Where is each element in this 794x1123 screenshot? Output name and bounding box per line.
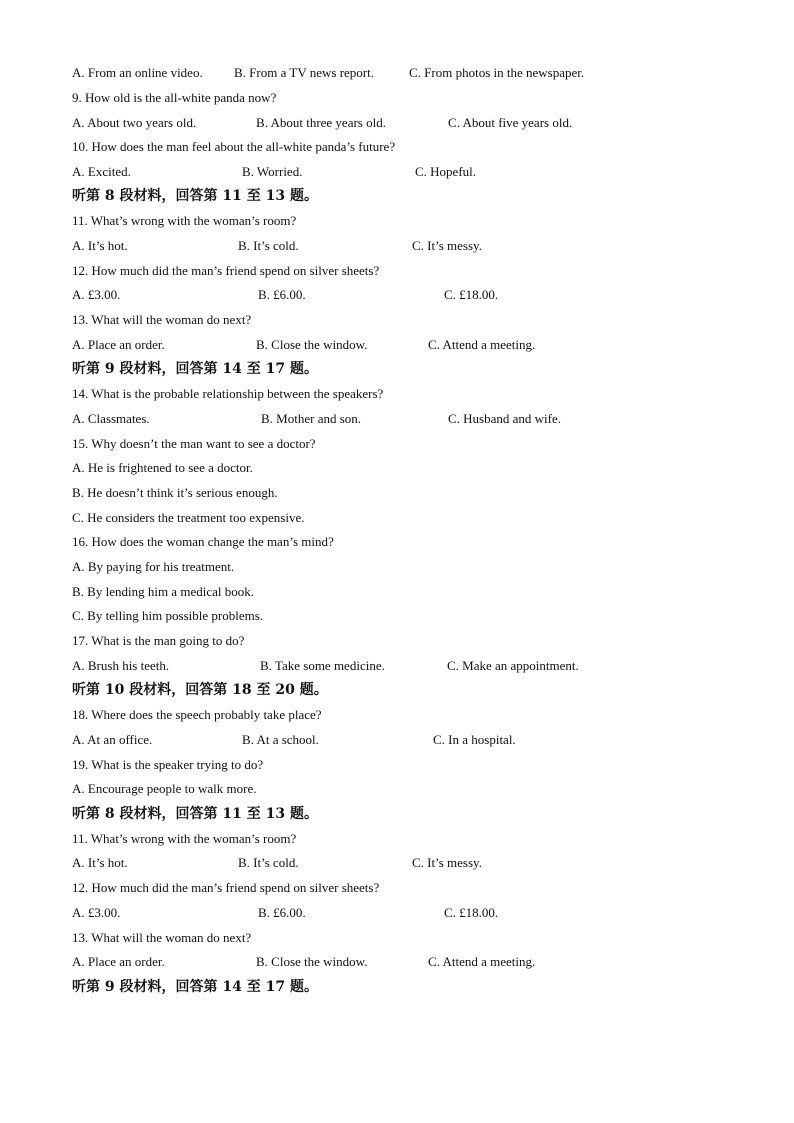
question-text: 17. What is the man going to do? [72, 633, 245, 648]
option-c: C. Hopeful. [415, 164, 477, 179]
option-a: A. Classmates. [72, 411, 150, 426]
section-heading: 听第 10 段材料，回答第 18 至 20 题。 [72, 682, 328, 698]
option-a: A. About two years old. [72, 115, 197, 130]
option-a: A. £3.00. [72, 287, 121, 302]
question-text: 15. Why doesn’t the man want to see a doctor? [72, 436, 316, 451]
option-c: C. Attend a meeting. [428, 954, 536, 969]
option-b: B. From a TV news report. [234, 65, 374, 80]
section-heading: 听第 8 段材料，回答第 11 至 13 题。 [72, 188, 318, 204]
option-c: C. Make an appointment. [447, 658, 579, 673]
question-text: 12. How much did the man’s friend spend on silver sheets? [72, 263, 380, 278]
question-text: 12. How much did the man’s friend spend on silver sheets? [72, 880, 380, 895]
choice-line: C. By telling him possible problems. [72, 608, 264, 623]
question-text: 13. What will the woman do next? [72, 312, 252, 327]
question-text: 13. What will the woman do next? [72, 930, 252, 945]
option-c: C. From photos in the newspaper. [409, 65, 585, 80]
option-b: B. Worried. [242, 164, 303, 179]
option-c: C. About five years old. [448, 115, 573, 130]
option-b: B. Mother and son. [261, 411, 362, 426]
question-text: 11. What’s wrong with the woman’s room? [72, 831, 297, 846]
choice-line: A. He is frightened to see a doctor. [72, 460, 253, 475]
option-b: B. Take some medicine. [260, 658, 385, 673]
choice-line: A. By paying for his treatment. [72, 559, 235, 574]
option-c: C. It’s messy. [412, 238, 482, 253]
option-a: A. From an online video. [72, 65, 203, 80]
choice-line: A. Encourage people to walk more. [72, 781, 257, 796]
option-a: A. Brush his teeth. [72, 658, 170, 673]
question-text: 18. Where does the speech probably take place? [72, 707, 322, 722]
option-b: B. At a school. [242, 732, 319, 747]
option-a: A. Place an order. [72, 954, 165, 969]
option-a: A. It’s hot. [72, 855, 128, 870]
option-c: C. It’s messy. [412, 855, 482, 870]
option-b: B. £6.00. [258, 905, 306, 920]
option-b: B. It’s cold. [238, 238, 299, 253]
question-text: 10. How does the man feel about the all-white panda’s future? [72, 139, 396, 154]
question-text: 19. What is the speaker trying to do? [72, 757, 264, 772]
choice-line: C. He considers the treatment too expensive. [72, 510, 305, 525]
choice-line: B. He doesn’t think it’s serious enough. [72, 485, 278, 500]
section-heading: 听第 9 段材料，回答第 14 至 17 题。 [72, 979, 318, 995]
option-b: B. About three years old. [256, 115, 386, 130]
option-a: A. £3.00. [72, 905, 121, 920]
option-a: A. At an office. [72, 732, 153, 747]
option-b: B. Close the window. [256, 337, 368, 352]
question-text: 11. What’s wrong with the woman’s room? [72, 213, 297, 228]
option-a: A. Excited. [72, 164, 131, 179]
option-c: C. In a hospital. [433, 732, 516, 747]
option-b: B. £6.00. [258, 287, 306, 302]
option-c: C. Husband and wife. [448, 411, 562, 426]
section-heading: 听第 9 段材料，回答第 14 至 17 题。 [72, 361, 318, 377]
option-b: B. It’s cold. [238, 855, 299, 870]
question-text: 14. What is the probable relationship between the speakers? [72, 386, 384, 401]
choice-line: B. By lending him a medical book. [72, 584, 254, 599]
option-a: A. Place an order. [72, 337, 165, 352]
option-c: C. Attend a meeting. [428, 337, 536, 352]
section-heading: 听第 8 段材料，回答第 11 至 13 题。 [72, 806, 318, 822]
option-c: C. £18.00. [444, 287, 499, 302]
question-text: 9. How old is the all-white panda now? [72, 90, 277, 105]
question-text: 16. How does the woman change the man’s mind? [72, 534, 334, 549]
option-c: C. £18.00. [444, 905, 499, 920]
option-b: B. Close the window. [256, 954, 368, 969]
option-a: A. It’s hot. [72, 238, 128, 253]
